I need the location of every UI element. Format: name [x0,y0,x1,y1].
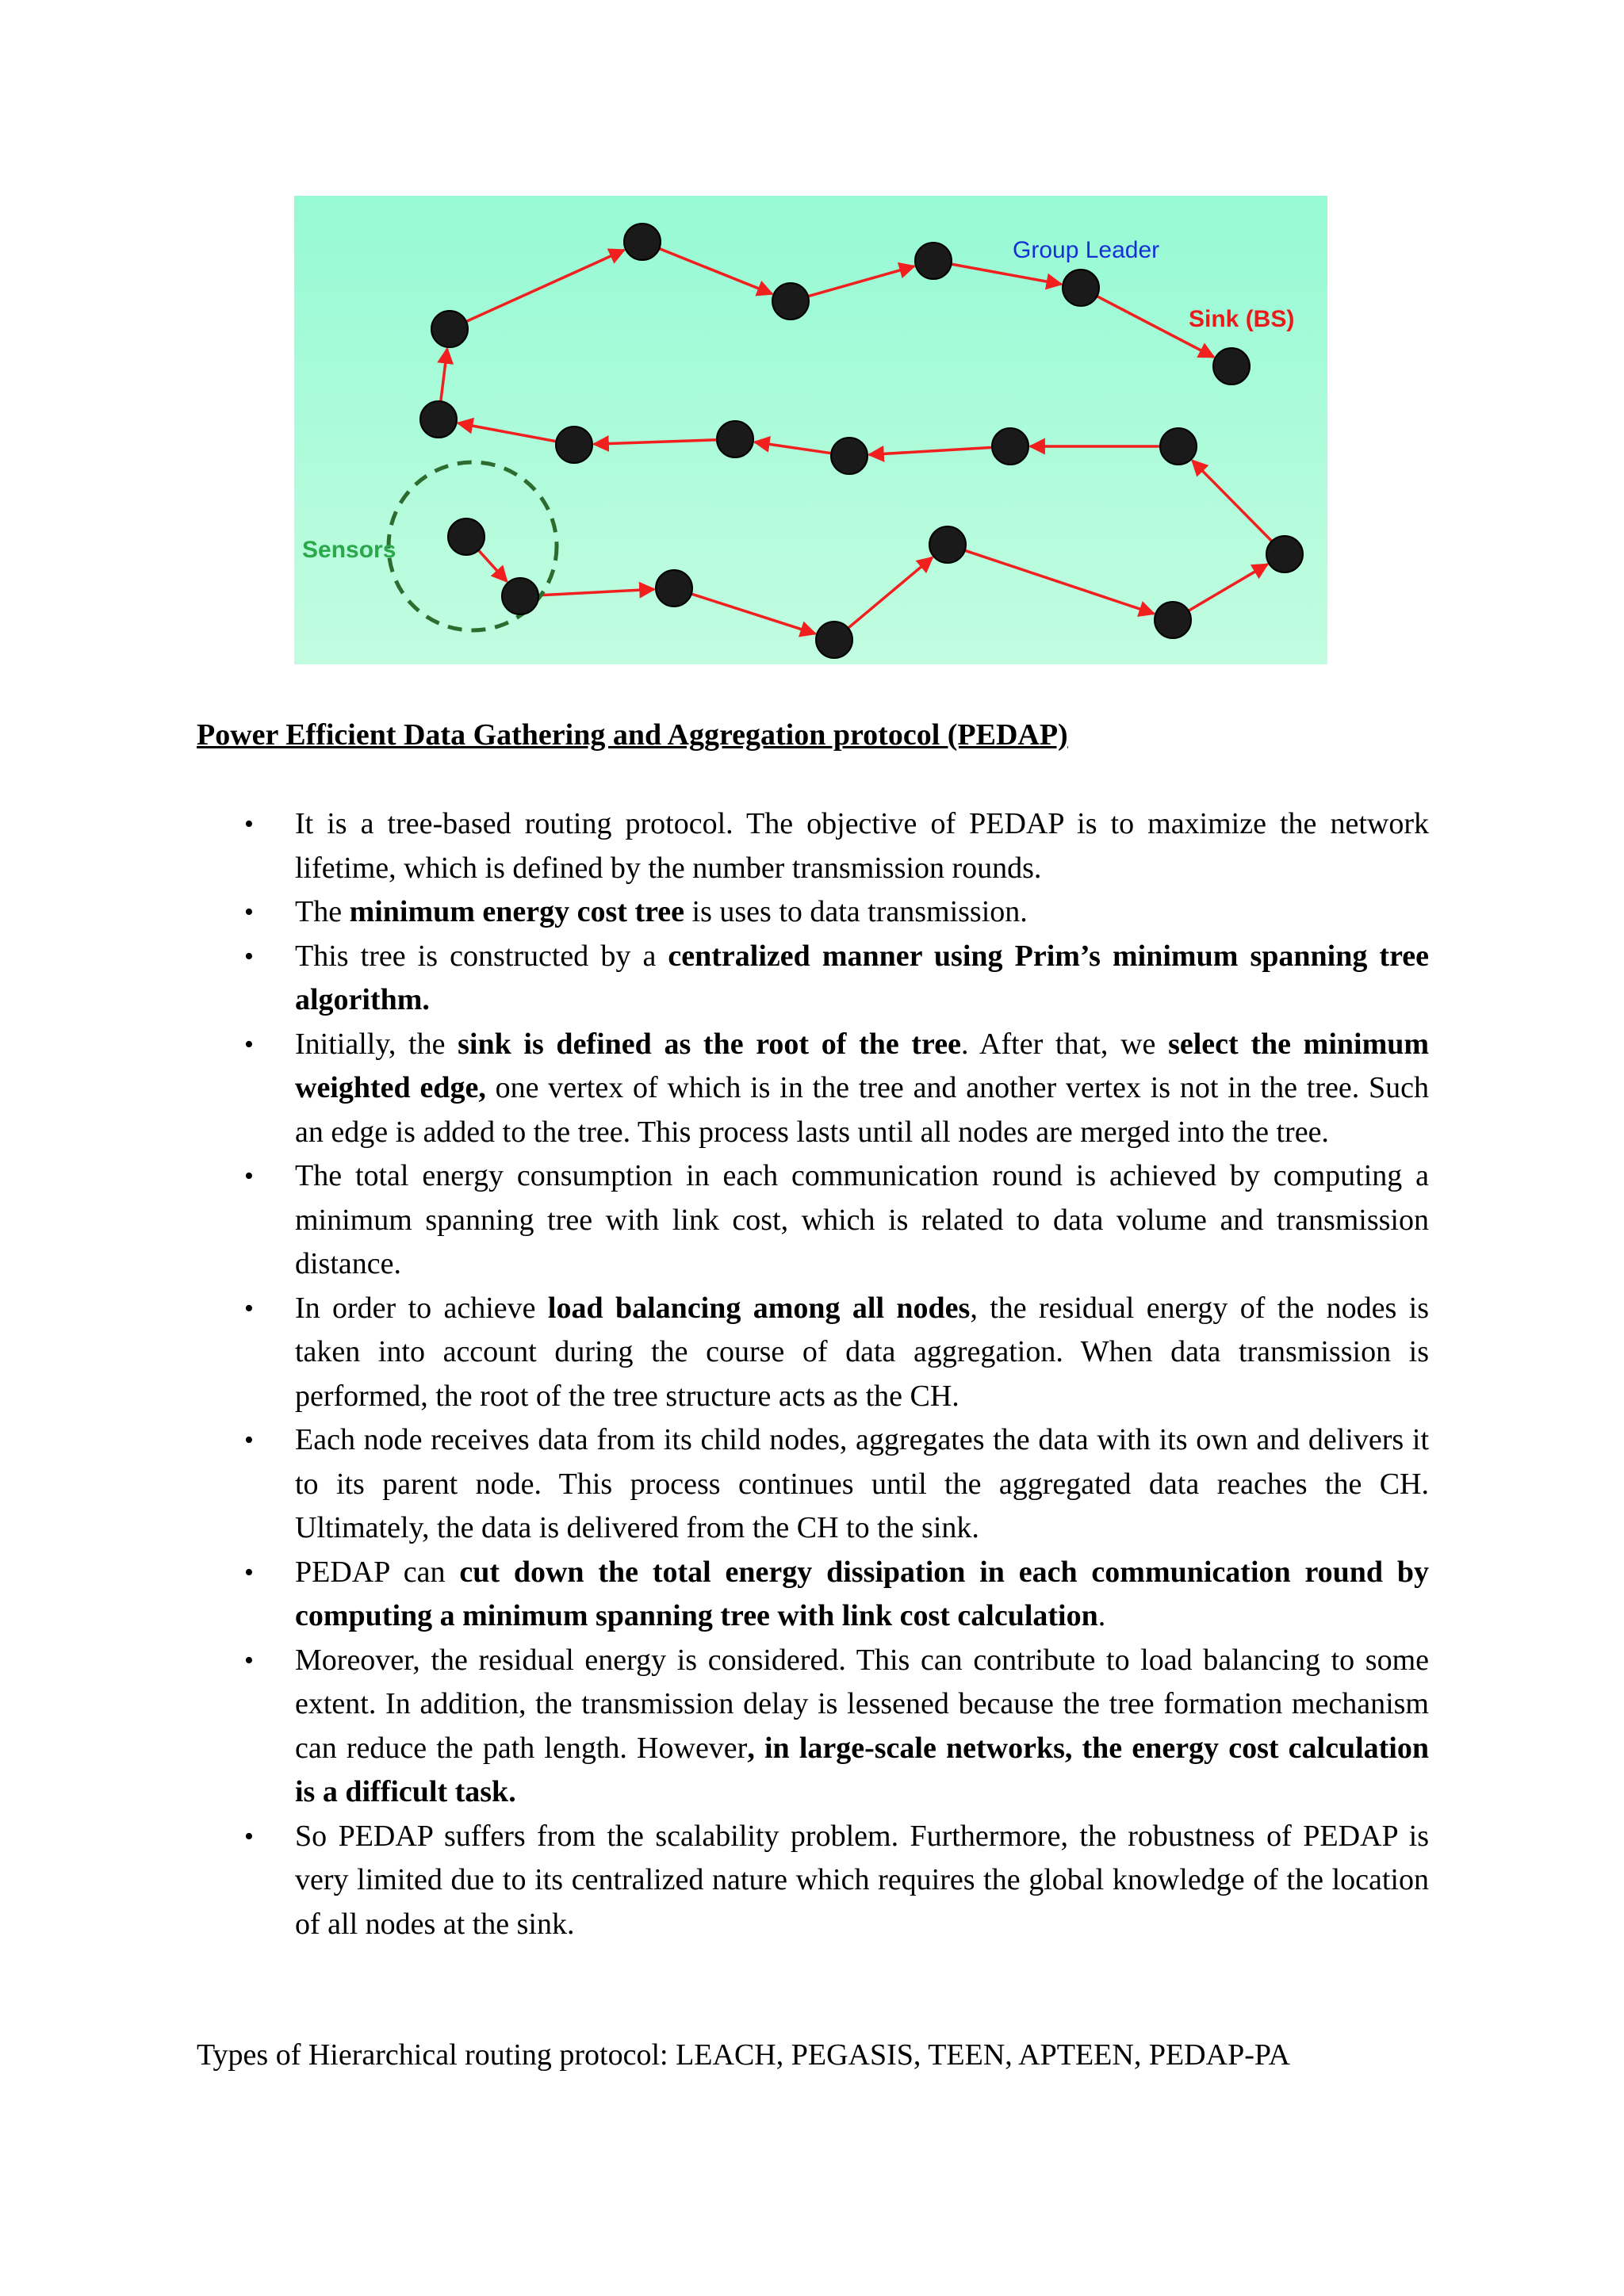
text-run: PEDAP can [295,1555,460,1589]
bullet-item-8 [198,1551,1429,1639]
sensor-node [929,526,966,563]
bullet-item-10 [198,1815,1429,1947]
group-leader-label: Group Leader [1013,237,1160,263]
bullet-list [198,802,1429,1946]
section-heading: Power Efficient Data Gathering and Aggregation protocol (PEDAP) [197,718,1068,752]
bullet-item-1 [198,802,1429,890]
text-run: , the residual energy of the nodes is taken into account during the course of data aggregation. When data transmission is performed, the root of the tree structure acts as the CH. [295,1291,1429,1413]
sensor-node [448,519,485,555]
footer-line: Types of Hierarchical routing protocol: LEACH, PEGASIS, TEEN, APTEEN, PEDAP-PA [197,2038,1290,2072]
sensor-node [556,427,592,463]
group-leader-node [1063,270,1099,306]
sensors-label: Sensors [302,537,396,563]
bullet-item-7 [198,1418,1429,1551]
text-run: Moreover, the residual energy is considered. This can contribute to load balancing to some extent. In addition, the transmission delay is lessened because the tree formation mechanism can reduce the path length. However [295,1643,1429,1765]
text-run: Each node receives data from its child nodes, aggregates the data with its own and delivers it to its parent node. This process continues until the aggregated data reaches the CH. Ultimately, the data is delivered from the CH to the sink. [295,1423,1429,1544]
sensor-node [831,438,868,474]
bullet-item-9 [198,1639,1429,1815]
sensor-node [1266,536,1303,572]
bullet-item-5 [198,1154,1429,1287]
sensor-node [420,401,457,438]
sensor-node [624,224,661,260]
sensor-node [816,622,852,658]
text-run: Initially, the [295,1027,458,1061]
bold-text: sink is defined as the root of the tree [458,1027,961,1061]
bold-text: select the minimum weighted edge, [295,1027,1430,1104]
bold-text: cut down the total energy dissipation in each communication round by computing a minimum spanning tree with link cost calculation [295,1555,1430,1632]
sensor-node [431,311,468,347]
text-run: The [295,895,350,928]
sensor-node [992,428,1028,465]
sensor-node [1155,602,1191,638]
text-run: In order to achieve [295,1291,548,1325]
sensor-node [717,421,753,457]
text-run: is uses to data transmission. [684,895,1028,928]
sensor-node [656,570,692,607]
sensor-node [1160,428,1197,465]
sensor-node [915,243,952,279]
text-run: . [1097,1599,1106,1632]
text-run: The total energy consumption in each communication round is achieved by computing a minimum spanning tree with link cost, which is related to data volume and transmission distance. [295,1159,1429,1280]
bold-text: minimum energy cost tree [349,895,685,928]
sink-node [1213,348,1250,385]
text-run: . After that, we [960,1027,1169,1061]
text-run: This tree is constructed by a [295,939,668,973]
bullet-item-6 [198,1287,1429,1419]
bullet-item-3 [198,935,1429,1023]
bullet-item-2 [198,890,1429,935]
text-run: So PEDAP suffers from the scalability problem. Furthermore, the robustness of PEDAP is very limited due to its centralized nature which requires the global knowledge of the location of all nodes at the sink. [295,1819,1429,1941]
bold-text: load balancing among all nodes [547,1291,971,1325]
bold-text: , in large-scale networks, the energy cost calculation is a difficult task. [295,1731,1429,1808]
bold-text: centralized manner using Prim’s minimum spanning tree algorithm. [295,939,1429,1016]
text-run: It is a tree-based routing protocol. The objective of PEDAP is to maximize the network lifetime, which is defined by the number transmission rounds. [295,807,1429,885]
sensor-node [502,578,538,614]
bullet-item-4 [198,1023,1429,1155]
pedap-chain-diagram [294,196,1327,664]
sink-label: Sink (BS) [1189,306,1295,332]
sensor-node [772,283,809,320]
text-run: one vertex of which is in the tree and another vertex is not in the tree. Such an edge is added to the tree. This process lasts until all nodes are merged into the tree. [295,1071,1430,1149]
